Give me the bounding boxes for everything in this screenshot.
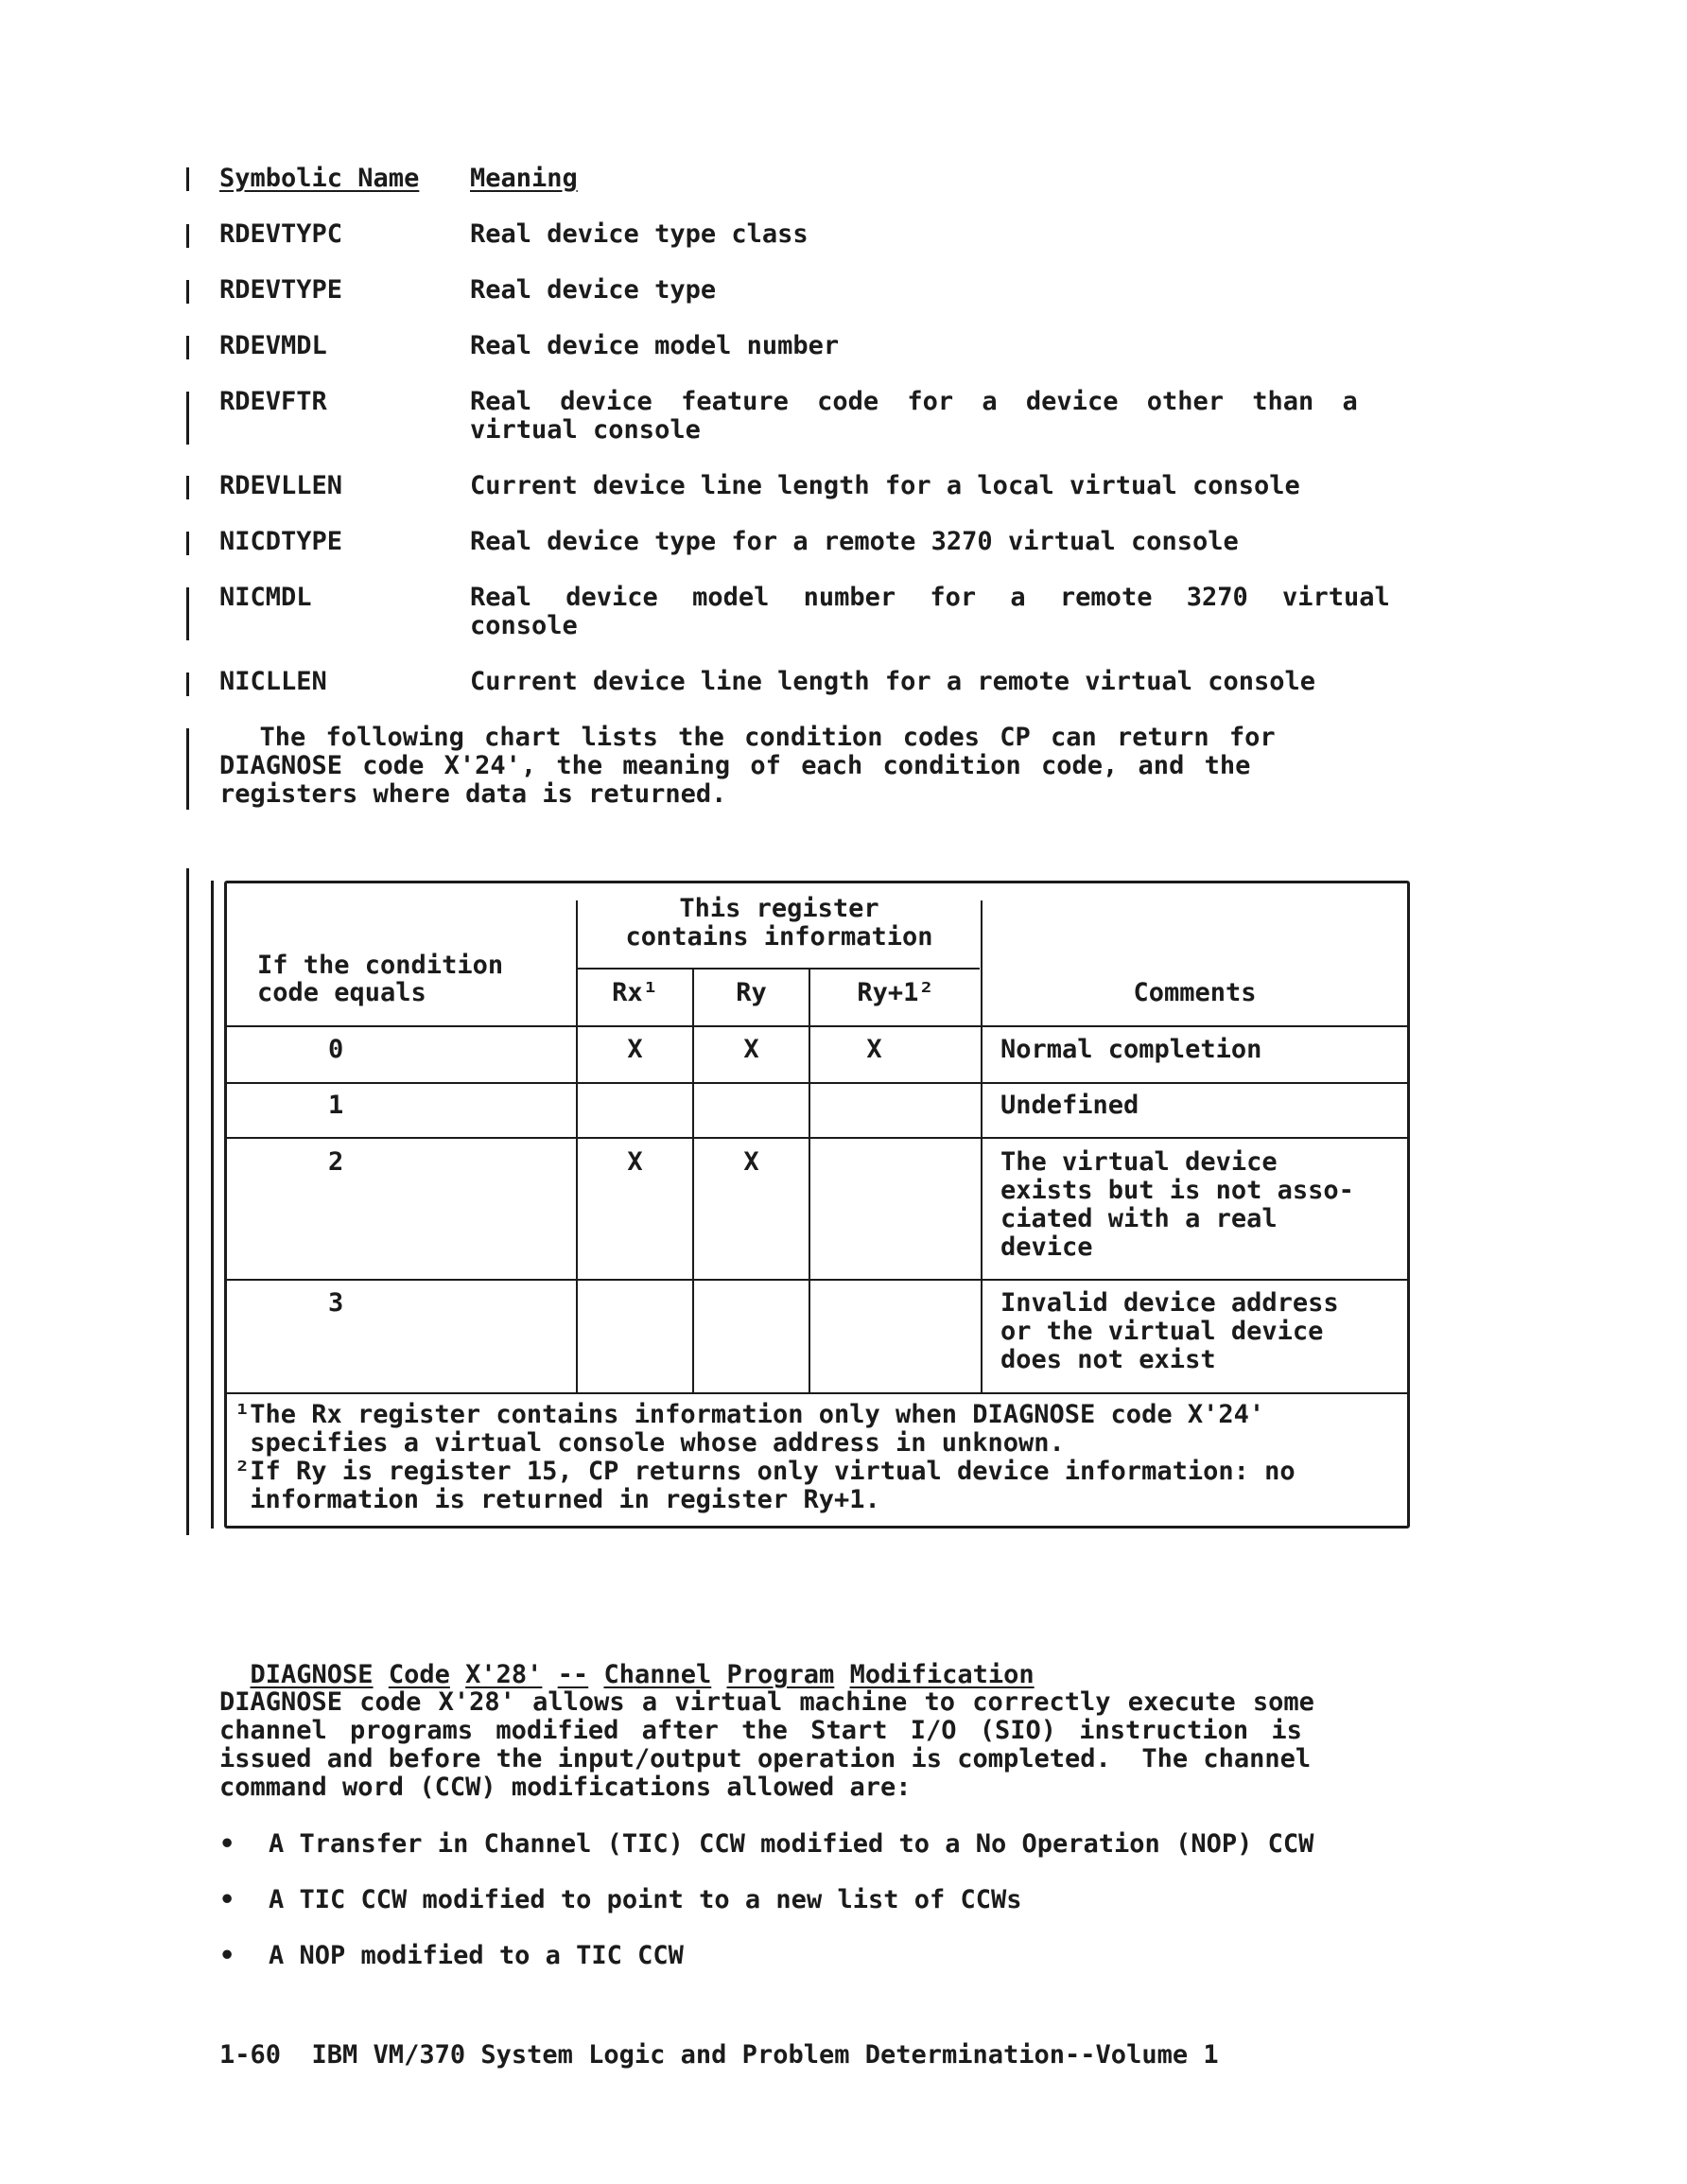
heading-word: X'28' bbox=[465, 1660, 543, 1689]
symbol-name: RDEVTYPC bbox=[219, 219, 343, 249]
change-bar bbox=[186, 728, 189, 810]
change-bar bbox=[186, 868, 189, 1535]
symbol-meaning: Real device model number for a remote 3270 virtual bbox=[470, 583, 1390, 612]
column-divider bbox=[692, 970, 694, 1392]
paragraph-line: DIAGNOSE code X'24', the meaning of each condition code, and the bbox=[219, 751, 1251, 780]
change-bar bbox=[186, 532, 189, 555]
header-comments: Comments bbox=[1133, 978, 1257, 1007]
symbol-name: RDEVMDL bbox=[219, 331, 327, 360]
bullet-item: A Transfer in Channel (TIC) CCW modified to a No Operation (NOP) CCW bbox=[269, 1829, 1314, 1859]
change-bar bbox=[186, 224, 189, 248]
paragraph-line: The following chart lists the condition codes CP can return for bbox=[219, 723, 1276, 752]
header-condition: code equals bbox=[257, 978, 426, 1007]
header-ry1: Ry+1² bbox=[857, 978, 934, 1007]
symbol-meaning: Real device type class bbox=[470, 219, 809, 249]
symbol-meaning: Real device type for a remote 3270 virtual console bbox=[470, 527, 1239, 556]
bullet-dot: • bbox=[219, 1829, 235, 1859]
symbol-name: RDEVTYPE bbox=[219, 275, 343, 305]
symbol-name: NICLLEN bbox=[219, 667, 327, 696]
cell-comment: does not exist bbox=[1000, 1345, 1216, 1374]
bullet-dot: • bbox=[219, 1885, 235, 1914]
cell-rx: X bbox=[627, 1147, 643, 1177]
symbol-name: RDEVFTR bbox=[219, 387, 327, 416]
change-bar bbox=[186, 476, 189, 499]
row-divider bbox=[227, 1137, 1407, 1139]
group-header-divider bbox=[576, 968, 980, 970]
cell-ry1: X bbox=[866, 1035, 882, 1064]
row-divider bbox=[227, 1082, 1407, 1084]
heading-word: -- bbox=[557, 1660, 589, 1689]
change-bar bbox=[186, 673, 189, 696]
header-register-group: contains information bbox=[625, 922, 933, 952]
cell-comment: Normal completion bbox=[1000, 1035, 1262, 1064]
cell-rx: X bbox=[627, 1035, 643, 1064]
bullet-item: A NOP modified to a TIC CCW bbox=[269, 1941, 684, 1970]
row-divider bbox=[227, 1279, 1407, 1281]
row-divider bbox=[227, 1392, 1407, 1394]
symbol-meaning: Real device feature code for a device other than a bbox=[470, 387, 1358, 416]
symbol-meaning: Current device line length for a remote virtual console bbox=[470, 667, 1316, 696]
header-condition: If the condition bbox=[257, 951, 504, 980]
paragraph-line: channel programs modified after the Start I/O (SIO) instruction is bbox=[219, 1716, 1302, 1745]
table-footnote: ²If Ry is register 15, CP returns only virtual device information: no bbox=[235, 1457, 1296, 1486]
cell-comment: or the virtual device bbox=[1000, 1317, 1324, 1346]
cell-ry: X bbox=[743, 1035, 759, 1064]
row-divider bbox=[227, 1025, 1407, 1027]
cell-code: 0 bbox=[328, 1035, 344, 1064]
cell-comment: Undefined bbox=[1000, 1091, 1139, 1120]
column-divider bbox=[809, 970, 810, 1392]
cell-ry: X bbox=[743, 1147, 759, 1177]
symbol-meaning: console bbox=[470, 611, 578, 640]
change-bar bbox=[186, 336, 189, 359]
paragraph-line: command word (CCW) modifications allowed are: bbox=[219, 1773, 912, 1802]
cell-comment: ciated with a real bbox=[1000, 1204, 1278, 1233]
page-footer: 1-60 IBM VM/370 System Logic and Problem Determination--Volume 1 bbox=[219, 2040, 1219, 2070]
change-bar bbox=[211, 881, 214, 1529]
table-footnote: specifies a virtual console whose address in unknown. bbox=[235, 1428, 1065, 1458]
change-bar bbox=[186, 280, 189, 304]
column-divider bbox=[576, 900, 578, 1392]
column-header-meaning: Meaning bbox=[470, 164, 578, 193]
symbol-meaning: Current device line length for a local virtual console bbox=[470, 471, 1300, 500]
cell-code: 3 bbox=[328, 1288, 344, 1318]
header-ry: Ry bbox=[736, 978, 767, 1007]
table-footnote: ¹The Rx register contains information only when DIAGNOSE code X'24' bbox=[235, 1400, 1265, 1429]
condition-code-table bbox=[224, 881, 1410, 1529]
heading-word: Channel bbox=[603, 1660, 712, 1689]
heading-word: Code bbox=[388, 1660, 450, 1689]
paragraph-line: issued and before the input/output operation is completed. The channel bbox=[219, 1744, 1312, 1773]
cell-code: 2 bbox=[328, 1147, 344, 1177]
cell-comment: exists but is not asso- bbox=[1000, 1176, 1354, 1205]
cell-comment: device bbox=[1000, 1232, 1093, 1262]
cell-code: 1 bbox=[328, 1091, 344, 1120]
symbol-name: RDEVLLEN bbox=[219, 471, 343, 500]
bullet-dot: • bbox=[219, 1941, 235, 1970]
symbol-meaning: Real device type bbox=[470, 275, 717, 305]
column-header-symbolic-name: Symbolic Name bbox=[219, 164, 420, 193]
column-divider bbox=[981, 900, 983, 1392]
header-register-group: This register bbox=[679, 894, 879, 923]
paragraph-line: DIAGNOSE code X'28' allows a virtual machine to correctly execute some bbox=[219, 1687, 1314, 1717]
symbol-meaning: virtual console bbox=[470, 415, 701, 445]
cell-comment: The virtual device bbox=[1000, 1147, 1278, 1177]
symbol-name: NICMDL bbox=[219, 583, 312, 612]
change-bar bbox=[186, 587, 189, 640]
symbol-meaning: Real device model number bbox=[470, 331, 840, 360]
table-footnote: information is returned in register Ry+1. bbox=[235, 1485, 880, 1514]
heading-word: Program bbox=[726, 1660, 835, 1689]
symbol-name: NICDTYPE bbox=[219, 527, 343, 556]
header-rx: Rx¹ bbox=[612, 978, 658, 1007]
cell-comment: Invalid device address bbox=[1000, 1288, 1339, 1318]
paragraph-line: registers where data is returned. bbox=[219, 779, 727, 809]
heading-word: DIAGNOSE bbox=[250, 1660, 374, 1689]
change-bar bbox=[186, 392, 189, 445]
change-bar bbox=[186, 167, 189, 191]
section-heading bbox=[219, 1633, 1035, 1689]
bullet-item: A TIC CCW modified to point to a new list of CCWs bbox=[269, 1885, 1022, 1914]
heading-word: Modification bbox=[849, 1660, 1035, 1689]
